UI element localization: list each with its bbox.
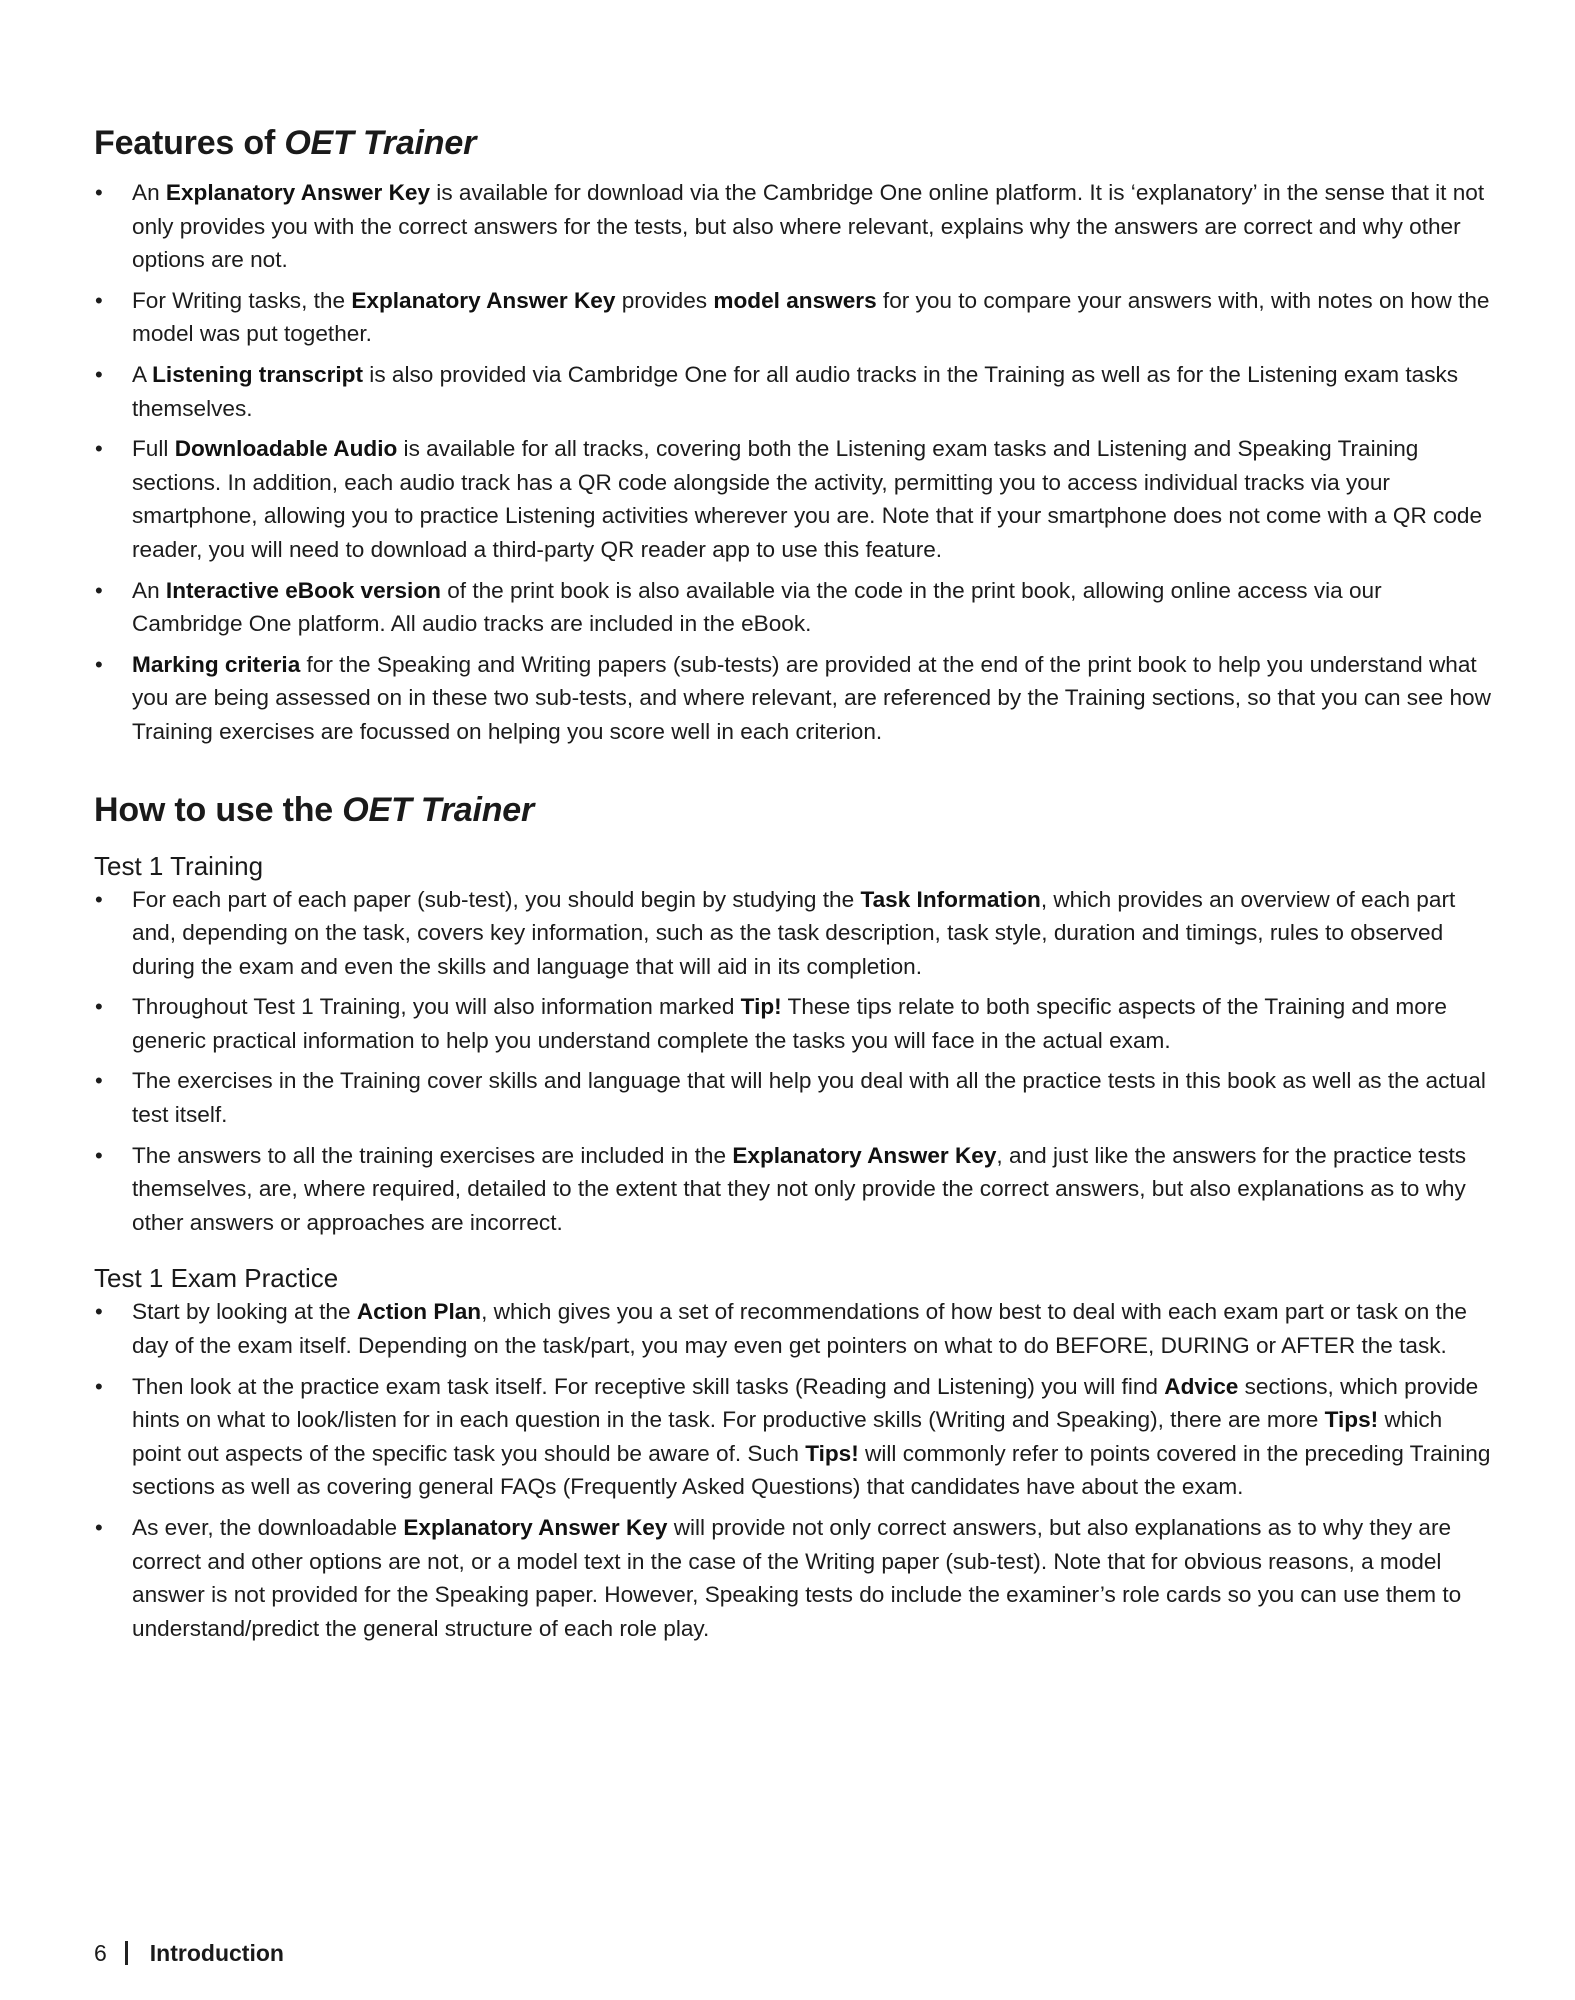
bold-term: Explanatory Answer Key: [732, 1142, 997, 1168]
bold-term: Tip!: [740, 994, 782, 1020]
text-run: is available for download via the Cambridge One online platform. It is ‘explanatory’ in the sense that it not only provides you with the correct answers for the tests, but also where relevant, explains why the answers are correct and why other options are not.: [132, 180, 1485, 273]
text-run: An: [132, 577, 166, 603]
text-run: of the print book is also available via the code in the print book, allowing online access via our Cambridge One platform. All audio tracks are included in the eBook.: [132, 577, 1382, 637]
text-run: provides: [615, 287, 714, 313]
text-run: sections, which provide hints on what to look/listen for in each question in the task. For productive skills (Writing and Speaking), there are more: [132, 1373, 1479, 1433]
features-heading: Features of OET Trainer: [94, 124, 477, 162]
text-run: is available for all tracks, covering both the Listening exam tasks and Listening and Speaking Training sections. In addition, each audio track has a QR code alongside the activity, permitting you to access individual tracks via your smartphone, allowing you to practice Listening activities wherever you are. Note that if your smartphone does not come with a QR code reader, you will need to download a third-party QR reader app to use this feature.: [132, 436, 1483, 562]
bold-term: Action Plan: [356, 1299, 482, 1325]
how-to-use-heading: How to use the OET Trainer: [94, 790, 535, 829]
bold-term: Downloadable Audio: [174, 436, 398, 462]
footer-divider: [125, 1941, 128, 1965]
text-run: Throughout Test 1 Training, you will also information marked: [132, 994, 741, 1020]
text-run: will provide not only correct answers, but also explanations as to why they are correct and other options are not, or a model text in the case of the Writing paper (sub-test). Note that for obvious reasons, a model answer is not provided for the Speaking paper. However, Speaking tests do include the examiner’s role cards so you can use them to understand/predict the general structure of each role play.: [132, 1515, 1462, 1641]
list-item: [94, 284, 1494, 351]
text-run: for you to compare your answers with, with notes on how the model was put together.: [132, 287, 1490, 347]
footer-section-label: Introduction: [149, 1940, 284, 1966]
text-run: , and just like the answers for the practice tests themselves, are, where required, detailed to the extent that they not only provide the correct answers, but also explanations as to why other answers or approaches are incorrect.: [132, 1142, 1467, 1235]
text-run: The answers to all the training exercises are included in the: [132, 1142, 733, 1168]
bold-term: Tips!: [805, 1440, 859, 1466]
text-run: for the Speaking and Writing papers (sub-tests) are provided at the end of the print book to help you understand what you are being assessed on in these two sub-tests, and where relevant, are referenced by the Training sections, so that you can see how Training exercises are focussed on helping you score well in each criterion.: [132, 651, 1491, 744]
bold-term: Listening transcript: [152, 361, 364, 387]
text-run: Start by looking at the: [132, 1299, 357, 1325]
exam-practice-subheading: Test 1 Exam Practice: [94, 1263, 339, 1294]
list-item: [94, 1370, 1494, 1504]
text-run: is also provided via Cambridge One for all audio tracks in the Training as well as for the Listening exam tasks themselves.: [132, 361, 1459, 421]
list-item: [94, 574, 1494, 641]
list-item: [94, 883, 1494, 984]
bold-term: Interactive eBook version: [165, 577, 441, 603]
training-subheading: Test 1 Training: [94, 850, 264, 881]
bold-term: Marking criteria: [132, 651, 301, 677]
page-content: [94, 122, 1494, 1652]
list-item: [94, 1064, 1494, 1131]
list-item: [94, 176, 1494, 277]
text-run: These tips relate to both specific aspects of the Training and more generic practical information to help you understand complete the tasks you will face in the actual exam.: [132, 994, 1447, 1053]
list-item: [94, 358, 1494, 425]
bold-term: Explanatory Answer Key: [165, 180, 431, 205]
text-run: Full: [132, 436, 175, 462]
bold-term: model answers: [713, 287, 877, 313]
text-run: For each part of each paper (sub-test), you should begin by studying the: [132, 886, 861, 912]
page-footer: [94, 1938, 284, 1968]
bold-term: Explanatory Answer Key: [403, 1515, 668, 1540]
exam-practice-list: [94, 1295, 1494, 1645]
features-section: [94, 122, 1494, 749]
list-item: [94, 432, 1494, 566]
bold-term: Advice: [1164, 1373, 1239, 1399]
list-item: [94, 648, 1494, 749]
list-item: [94, 990, 1494, 1057]
text-run: will commonly refer to points covered in the preceding Training sections as well as covering general FAQs (Frequently Asked Questions) that candidates have about the exam.: [132, 1440, 1491, 1500]
list-item: [94, 1295, 1494, 1362]
list-item: [94, 1139, 1494, 1240]
text-run: For Writing tasks, the: [132, 287, 352, 313]
text-run: An: [132, 180, 166, 205]
training-list: [94, 883, 1494, 1240]
list-item: [94, 1511, 1494, 1645]
text-run: A: [132, 361, 153, 387]
features-list: [94, 176, 1494, 749]
text-run: , which gives you a set of recommendations of how best to deal with each exam part or task on the day of the exam itself. Depending on the task/part, you may even get pointers on what to do BEFORE, DURING or AFTER the task.: [132, 1299, 1467, 1359]
bold-term: Explanatory Answer Key: [351, 287, 616, 313]
text-run: The exercises in the Training cover skills and language that will help you deal with all the practice tests in this book as well as the actual test itself.: [132, 1068, 1486, 1128]
bold-term: Tips!: [1324, 1407, 1379, 1433]
bold-term: Task Information: [860, 886, 1041, 912]
text-run: Then look at the practice exam task itself. For receptive skill tasks (Reading and Listening) you will find: [132, 1373, 1165, 1399]
text-run: As ever, the downloadable: [132, 1515, 404, 1540]
page-number: 6: [94, 1940, 107, 1966]
text-run: which point out aspects of the specific task you should be aware of. Such: [132, 1407, 1443, 1466]
text-run: , which provides an overview of each part and, depending on the task, covers key information, such as the task description, task style, duration and timings, rules to observed during the exam and even the skills and language that will aid in its completion.: [132, 886, 1456, 979]
how-to-use-section: [94, 789, 1494, 1646]
